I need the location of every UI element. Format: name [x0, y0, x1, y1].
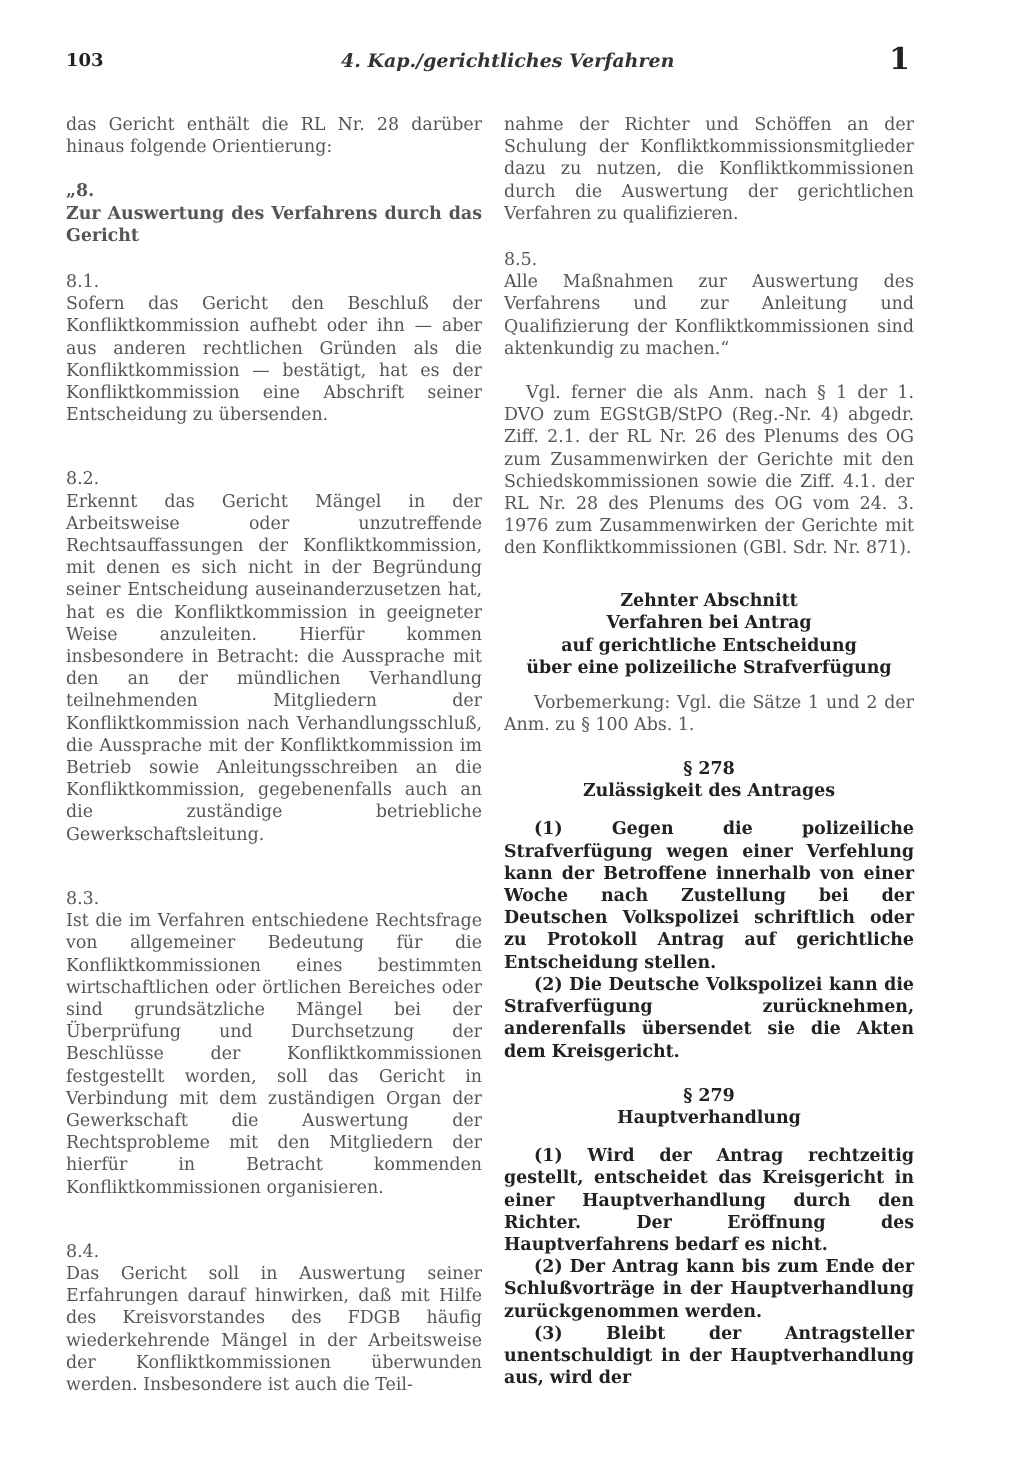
right-column [504, 114, 914, 1389]
left-column [66, 114, 482, 1396]
section-8-1-text: Sofern das Gericht den Beschluß der Konfliktkommission aufhebt oder ihn — aber aus anderen rechtlichen Gründen als die Konfliktkommission — bestätigt, hat es der Konfliktkommission eine Abschrift seiner Entscheidung zu übersenden. [66, 294, 482, 426]
section-8-5-text: Alle Maßnahmen zur Auswertung des Verfahrens und zur Anleitung und Qualifizierung der Konfliktkommissionen sind aktenkundig zu machen.“ [504, 272, 914, 359]
paragraph-278-number: § 278 [683, 759, 735, 780]
paragraph-279-number: § 279 [683, 1085, 735, 1106]
chapter-number: 1 [889, 42, 910, 77]
page-header [66, 42, 916, 84]
paragraph-279-title: Hauptverhandlung [617, 1107, 801, 1128]
section-8-number: „8. [66, 181, 95, 202]
section-heading-line-2: Verfahren bei Antrag [606, 613, 812, 634]
section-8-title: Zur Auswertung des Verfahrens durch das Gericht [66, 203, 482, 246]
section-heading-line-1: Zehnter Abschnitt [620, 590, 798, 611]
paragraph-279-heading [504, 1085, 914, 1129]
section-8-2-number: 8.2. [66, 469, 100, 490]
paragraph-278-abs-1: (1) Gegen die polizeiliche Strafverfügung wegen einer Verfehlung kann der Betroffene innerhalb von einer Woche nach Zustellung bei der Deutschen Volkspolizei schriftlich oder zu Protokoll Antrag auf gerichtliche Entscheidung stellen. [504, 819, 914, 973]
section-8-1-number: 8.1. [66, 272, 100, 293]
continuation-paragraph: nahme der Richter und Schöffen an der Schulung der Konfliktkommissionsmitglieder dazu zu nutzen, die Konfliktkommissionen durch die Auswertung der gerichtlichen Verfahren zu qualifizieren. [504, 115, 914, 224]
section-8-4-text: Das Gericht soll in Auswertung seiner Erfahrungen darauf hinwirken, daß mit Hilfe des Kreisvorstandes des FDGB häufig wiederkehrende Mängel in der Arbeitsweise der Konfliktkommissionen überwunden werden. Insbesondere ist auch die Teil- [66, 1263, 482, 1395]
paragraph-279-abs-3: (3) Bleibt der Antragsteller unentschuldigt in der Hauptverhandlung aus, wird der [504, 1323, 914, 1389]
preliminary-remark: Vorbemerkung: Vgl. die Sätze 1 und 2 der Anm. zu § 100 Abs. 1. [504, 692, 914, 735]
section-8-5-number: 8.5. [504, 250, 538, 271]
intro-paragraph: das Gericht enthält die RL Nr. 28 darüber hinaus folgende Orientierung: [66, 115, 482, 158]
section-8-heading [66, 180, 482, 247]
section-8-3-number: 8.3. [66, 888, 100, 909]
section-heading-line-4: über eine polizeiliche Strafverfügung [526, 658, 892, 679]
page-number: 103 [66, 50, 104, 71]
paragraph-278-abs-2: (2) Die Deutsche Volkspolizei kann die Strafverfügung zurücknehmen, anderenfalls übersendet sie die Akten dem Kreisgericht. [504, 974, 914, 1062]
paragraph-279-abs-1: (1) Wird der Antrag rechtzeitig gestellt, entscheidet das Kreisgericht in einer Hauptverhandlung durch den Richter. Der Eröffnung des Hauptverfahrens bedarf es nicht. [504, 1146, 914, 1255]
paragraph-278-title: Zulässigkeit des Antrages [582, 781, 836, 802]
running-title: 4. Kap./gerichtliches Verfahren [341, 50, 675, 72]
reference-note: Vgl. ferner die als Anm. nach § 1 der 1. DVO zum EGStGB/StPO (Reg.-Nr. 4) abgedr. Ziff. 2.1. der RL Nr. 26 des Plenums des OG zum Zusammenwirken der Gerichte mit den Schiedskommissionen sowie die Ziff. 4.1. der RL Nr. 28 des Plenums des OG vom 24. 3. 1976 zum Zusammenwirken der Gerichte mit den Konfliktkommissionen (GBl. Sdr. Nr. 871). [504, 383, 914, 559]
section-heading [504, 590, 914, 680]
paragraph-278-heading [504, 758, 914, 802]
paragraph-279-abs-2: (2) Der Antrag kann bis zum Ende der Schlußvorträge in der Hauptverhandlung zurückgenommen werden. [504, 1257, 914, 1322]
section-heading-line-3: auf gerichtliche Entscheidung [561, 635, 857, 656]
section-8-3-text: Ist die im Verfahren entschiedene Rechtsfrage von allgemeiner Bedeutung für die Konfliktkommissionen eines bestimmten wirtschaftlichen oder örtlichen Bereiches oder sind grundsätzliche Mängel bei der Überprüfung und Durchsetzung der Beschlüsse der Konfliktkommissionen festgestellt worden, soll das Gericht in Verbindung mit dem zuständigen Organ der Gewerkschaft die Auswertung der Rechtsprobleme mit den Mitgliedern der hierfür in Betracht kommenden Konfliktkommissionen organisieren. [66, 911, 482, 1198]
section-8-2-text: Erkennt das Gericht Mängel in der Arbeitsweise oder unzutreffende Rechtsauffassungen der Konfliktkommission, mit denen es sich nicht in der Begründung seiner Entscheidung auseinanderzusetzen hat, hat es die Konfliktkommission in geeigneter Weise anzuleiten. Hierfür kommen insbesondere in Betracht: die Aussprache mit den an der mündlichen Verhandlung teilnehmenden Mitgliedern der Konfliktkommission nach Verhandlungsschluß, die Aussprache mit der Konfliktkommission im Betrieb sowie Anleitungsschreiben an die Konfliktkommission, gegebenenfalls auch an die zuständige betriebliche Gewerkschaftsleitung. [66, 491, 482, 845]
section-8-4-number: 8.4. [66, 1241, 100, 1262]
